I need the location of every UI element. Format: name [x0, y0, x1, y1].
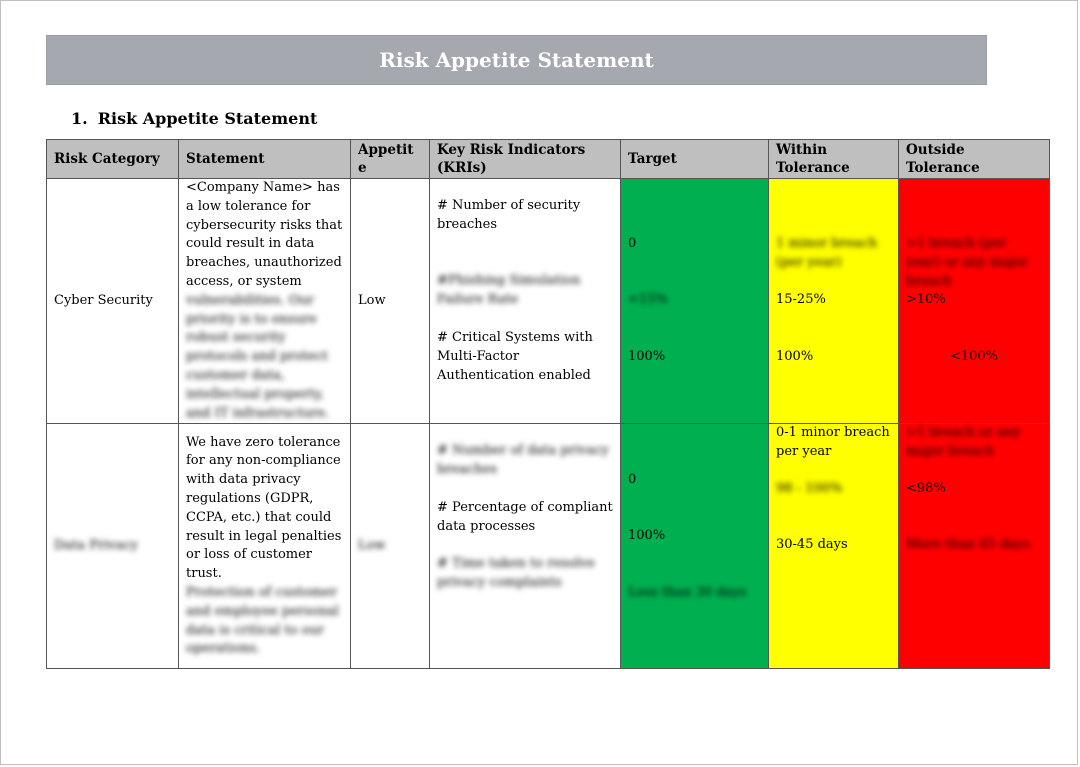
statement-cell [179, 179, 351, 424]
within-tolerance-value: 30-45 days [776, 537, 848, 553]
outside-tolerance-value: More than 45 days [906, 537, 1030, 553]
kri-item: # Number of security breaches [437, 198, 581, 232]
risk-appetite-table [46, 139, 1050, 669]
outside-tolerance-value: >1 breach (per year) or any major breach [906, 236, 1029, 289]
target-value: 100% [628, 528, 666, 544]
title-banner [46, 35, 987, 85]
header-target: Target [621, 140, 769, 179]
target-value: Less than 30 days [628, 585, 747, 601]
kri-item: # Percentage of compliant data processes [437, 500, 613, 535]
within-tolerance-value: 100% [776, 349, 814, 365]
outside-tolerance-value: >10% [906, 292, 946, 308]
header-outside-tolerance: Outside Tolerance [899, 140, 1050, 179]
within-tolerance-cell [769, 424, 899, 669]
header-statement: Statement [179, 140, 351, 179]
section-title: Risk Appetite Statement [97, 109, 318, 128]
within-tolerance-value: 1 minor breach (per year) [776, 236, 878, 270]
target-value: <15% [628, 292, 668, 308]
statement-text-blurred: Protection of customer and employee personal data is critical to our operations. [186, 584, 339, 657]
table-row [47, 179, 1050, 424]
header-kri: Key Risk Indicators (KRIs) [430, 140, 621, 179]
kri-item: # Time taken to resolve privacy complaints [437, 556, 595, 591]
outside-tolerance-value: >1 breach or any major breach [906, 425, 1021, 460]
table-header-row [47, 140, 1050, 179]
kri-item: #Phishing Simulation Failure Rate [437, 273, 581, 307]
appetite-cell: Low [351, 179, 430, 424]
banner-title: Risk Appetite Statement [379, 48, 654, 72]
header-risk-category: Risk Category [47, 140, 179, 179]
kri-item: # Critical Systems with Multi-Factor Authentication enabled [437, 330, 593, 383]
header-appetite: Appetite [351, 140, 430, 179]
outside-tolerance-cell [899, 179, 1050, 424]
risk-category-cell: Data Privacy [47, 424, 179, 669]
within-tolerance-value: 0-1 minor breach per year [776, 425, 890, 460]
outside-tolerance-value: <100% [949, 349, 999, 365]
appetite-cell: Low [351, 424, 430, 669]
target-cell [621, 424, 769, 669]
outside-tolerance-cell [899, 424, 1050, 669]
target-value: 100% [628, 349, 666, 365]
within-tolerance-value: 98 - 100% [776, 481, 843, 497]
header-within-tolerance: Within Tolerance [769, 140, 899, 179]
within-tolerance-cell [769, 179, 899, 424]
kri-cell [430, 179, 621, 424]
statement-cell [179, 424, 351, 669]
outside-tolerance-value: <98% [906, 481, 946, 497]
statement-text: <Company Name> has a low tolerance for cybersecurity risks that could result in data breaches, unauthorized access, or system [186, 180, 343, 289]
risk-category-cell: Cyber Security [47, 179, 179, 424]
within-tolerance-value: 15-25% [776, 292, 826, 308]
target-value: 0 [628, 472, 637, 488]
table-row [47, 424, 1050, 669]
statement-text-blurred: vulnerabilities. Our priority is to ensure robust security protocols and protect customer data, intellectual property, and IT infrastructure. [186, 292, 330, 421]
target-cell [621, 179, 769, 424]
statement-text: We have zero tolerance for any non-compliance with data privacy regulations (GDPR, CCPA, etc.) that could result in legal penalties or loss of customer trust. [186, 434, 342, 582]
kri-cell [430, 424, 621, 669]
section-heading [71, 109, 317, 128]
kri-item: # Number of data privacy breaches [437, 443, 609, 478]
section-number: 1. [71, 109, 88, 128]
target-value: 0 [628, 236, 637, 252]
